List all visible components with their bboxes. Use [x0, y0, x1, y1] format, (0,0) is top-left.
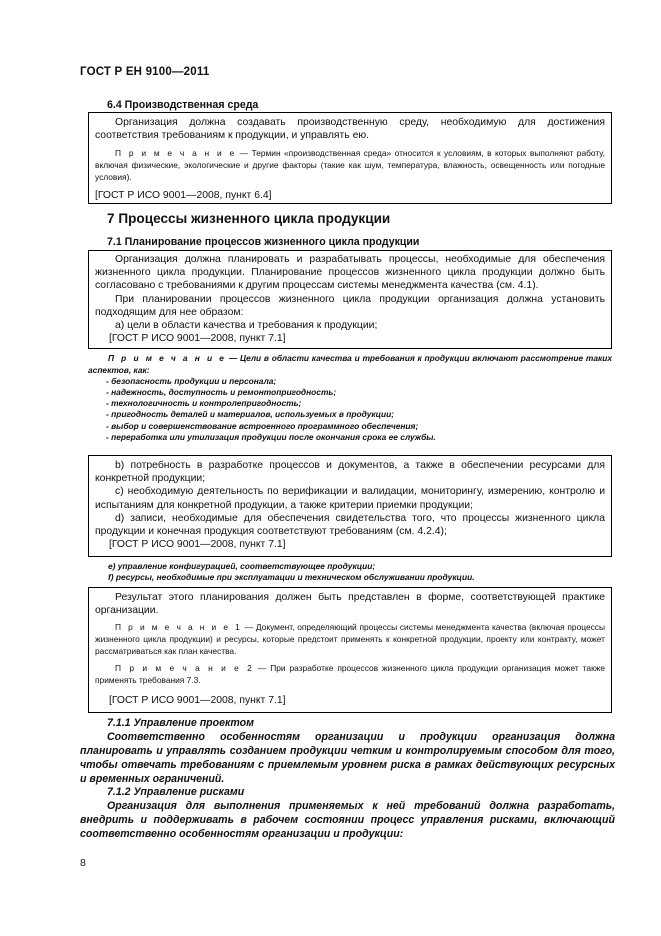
note-label: П р и м е ч а н и е 2 — [115, 663, 254, 674]
note-text: — Термин «производственная среда» относится к условиям, в которых выполняют работу, включая физические, экологические и другие факторы (такие как шум, температура, влажность, освещенность или погодные условия). — [95, 148, 605, 182]
note-text: — Цели в области качества и требования к продукции включают рассмотрение таких аспектов, как: — [88, 353, 612, 375]
section-7-1-box-3 — [88, 587, 612, 713]
note-text: — При разработке процессов жизненного цикла продукции организация может также применять требования 7.3. — [95, 663, 605, 685]
note-2 — [95, 663, 605, 686]
note-intro — [88, 353, 612, 376]
section-7-1-2-text: Организация для выполнения применяемых к ней требований должна разработать, внедрить и поддерживать в рабочем состоянии процесс управления рисками, включающий соответственно особенностям организации и продукции: — [80, 800, 615, 840]
note-label: П р и м е ч а н и е — [115, 148, 237, 159]
section-7-1-box-2 — [88, 455, 612, 557]
item-c: c) необходимую деятельность по верификации и валидации, мониторингу, измерению, контролю и испытаниям для конкретной продукции, а также критерии приемки продукции; — [95, 486, 605, 511]
page-number: 8 — [80, 857, 86, 869]
section-7-1-1-heading: 7.1.1 Управление проектом — [107, 717, 254, 729]
section-6-4-heading: 6.4 Производственная среда — [107, 99, 259, 111]
section-7-1-2-heading: 7.1.2 Управление рисками — [107, 786, 245, 798]
section-7-1-heading: 7.1 Планирование процессов жизненного цикла продукции — [107, 236, 420, 248]
section-7-1-1-text: Соответственно особенностям организации и продукции организация должна планировать и управлять созданием продукции четким и контролируемым способом для того, чтобы отвечать требованиям с приемлемым уровнем риска в рамках действующих ресурсных и временных ограничений. — [80, 731, 615, 785]
list-item: - безопасность продукции и персонала; — [106, 376, 277, 387]
section-7-1-box-1 — [88, 250, 612, 349]
section-7-1-ref-3: [ГОСТ Р ИСО 9001—2008, пункт 7.1] — [109, 695, 286, 707]
note-1 — [95, 622, 605, 657]
item-a: a) цели в области качества и требования к продукции; — [115, 320, 378, 332]
list-item: - выбор и совершенствование встроенного программного обеспечения; — [106, 420, 419, 431]
section-7-1-paragraph-1: Организация должна планировать и разрабатывать процессы, необходимые для обеспечения жизненного цикла продукции. Планирование процессов жизненного цикла продукции должно быть согласовано с требованиями к другим процессам системы менеджмента качества (см. 4.1). — [95, 254, 605, 292]
chapter-7-heading: 7 Процессы жизненного цикла продукции — [107, 211, 391, 226]
item-e: e) управление конфигурацией, соответствующее продукции; — [108, 561, 376, 571]
list-item: - технологичность и контролепригодность; — [106, 398, 302, 409]
item-b: b) потребность в разработке процессов и документов, а также в обеспечении ресурсами для конкретной продукции; — [95, 460, 605, 485]
section-6-4-note — [95, 148, 605, 183]
planning-result-text: Результат этого планирования должен быть представлен в форме, соответствующей практике организации. — [95, 592, 605, 617]
item-d: d) записи, необходимые для обеспечения свидетельства того, что процессы жизненного цикла продукции и конечная продукция соответствуют требованиям (см. 4.2.4); — [95, 512, 605, 538]
section-7-1-paragraph-2: При планировании процессов жизненного цикла продукции организация должна установить подходящим для нее образом: — [95, 293, 605, 318]
note-label: П р и м е ч а н и е 1 — [115, 622, 243, 633]
section-7-1-ref-1: [ГОСТ Р ИСО 9001—2008, пункт 7.1] — [109, 333, 286, 345]
note-label: П р и м е ч а н и е — [108, 353, 227, 363]
section-6-4-box — [88, 112, 612, 204]
items-e-f — [88, 561, 612, 583]
list-item: - пригодность деталей и материалов, используемых в продукции; — [106, 409, 395, 420]
document-header: ГОСТ Р ЕН 9100—2011 — [80, 66, 210, 78]
section-6-4-text: Организация должна создавать производственную среду, необходимую для достижения соответствия требованиям к продукции, и управлять ею. — [95, 117, 605, 142]
note-text: — Документ, определяющий процессы системы менеджмента качества (включая процессы жизненного цикла продукции) и ресурсы, которые предстоит применять к конкретной продукции, проекту или контракту, может рассматриваться как план качества. — [95, 622, 605, 656]
item-f: f) ресурсы, необходимые при эксплуатации и техническом обслуживании продукции. — [108, 572, 475, 583]
section-7-1-ref-2: [ГОСТ Р ИСО 9001—2008, пункт 7.1] — [109, 539, 286, 551]
list-item: - переработка или утилизация продукции после окончания срока ее службы. — [106, 431, 436, 442]
section-6-4-ref: [ГОСТ Р ИСО 9001—2008, пункт 6.4] — [95, 190, 272, 202]
note-bullet-list — [88, 376, 612, 443]
section-7-1-note — [88, 353, 612, 443]
list-item: - надежность, доступность и ремонтопригодность; — [106, 387, 337, 398]
